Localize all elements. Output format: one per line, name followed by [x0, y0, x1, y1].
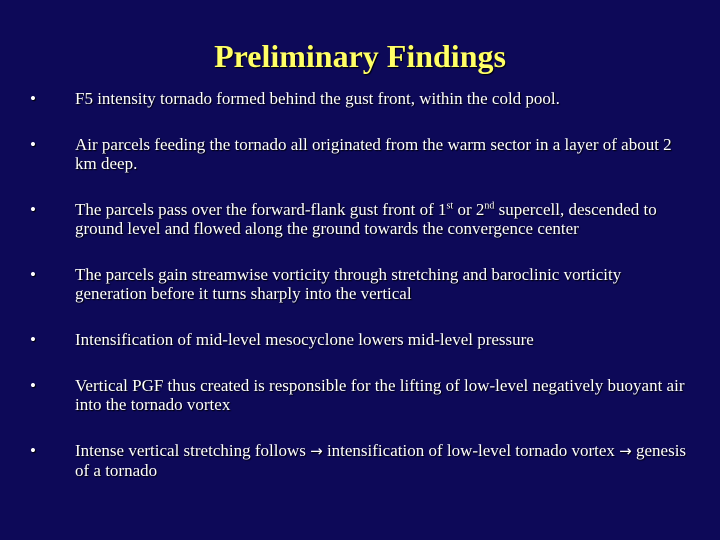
bullet-text: F5 intensity tornado formed behind the gust front, within the cold pool. — [75, 89, 560, 108]
bullet-text-part: supercell, descended to ground level and flowed along the ground towards the convergence center — [75, 200, 657, 238]
bullet-item — [30, 135, 690, 173]
bullet-point-icon: • — [30, 376, 36, 395]
bullet-point-icon: • — [30, 89, 36, 108]
ordinal-suffix: st — [446, 200, 454, 212]
bullet-text — [75, 200, 657, 238]
bullet-text-part: Intense vertical stretching follows — [75, 441, 311, 460]
bullet-text-part: or 2 — [453, 200, 485, 219]
bullet-point-icon: • — [30, 441, 36, 460]
bullet-item — [30, 89, 690, 108]
bullet-list — [30, 89, 690, 480]
bullet-point-icon: • — [30, 265, 36, 284]
arrow-right-icon: → — [310, 442, 323, 460]
bullet-point-icon: • — [30, 330, 36, 349]
bullet-item — [30, 376, 690, 414]
bullet-point-icon: • — [30, 200, 36, 219]
bullet-text: Intensification of mid-level mesocyclone lowers mid-level pressure — [75, 330, 534, 349]
bullet-text — [75, 441, 686, 480]
bullet-text-part: The parcels pass over the forward-flank gust front of 1 — [75, 200, 447, 219]
bullet-text: Air parcels feeding the tornado all originated from the warm sector in a layer of about 2 km deep. — [75, 135, 672, 173]
bullet-item — [30, 330, 690, 349]
ordinal-suffix: nd — [484, 200, 495, 212]
bullet-point-icon: • — [30, 135, 36, 154]
bullet-text-part: genesis of a tornado — [75, 441, 687, 480]
bullet-item — [30, 441, 690, 480]
bullet-item — [30, 200, 690, 238]
bullet-item — [30, 265, 690, 303]
bullet-text: The parcels gain streamwise vorticity through stretching and baroclinic vorticity generation before it turns sharply into the vertical — [75, 265, 622, 303]
arrow-right-icon: → — [619, 442, 632, 460]
bullet-text: Vertical PGF thus created is responsible for the lifting of low-level negatively buoyant air into the tornado vortex — [75, 376, 685, 414]
slide-title: Preliminary Findings — [214, 38, 506, 74]
bullet-text-part: intensification of low-level tornado vortex — [322, 441, 620, 460]
